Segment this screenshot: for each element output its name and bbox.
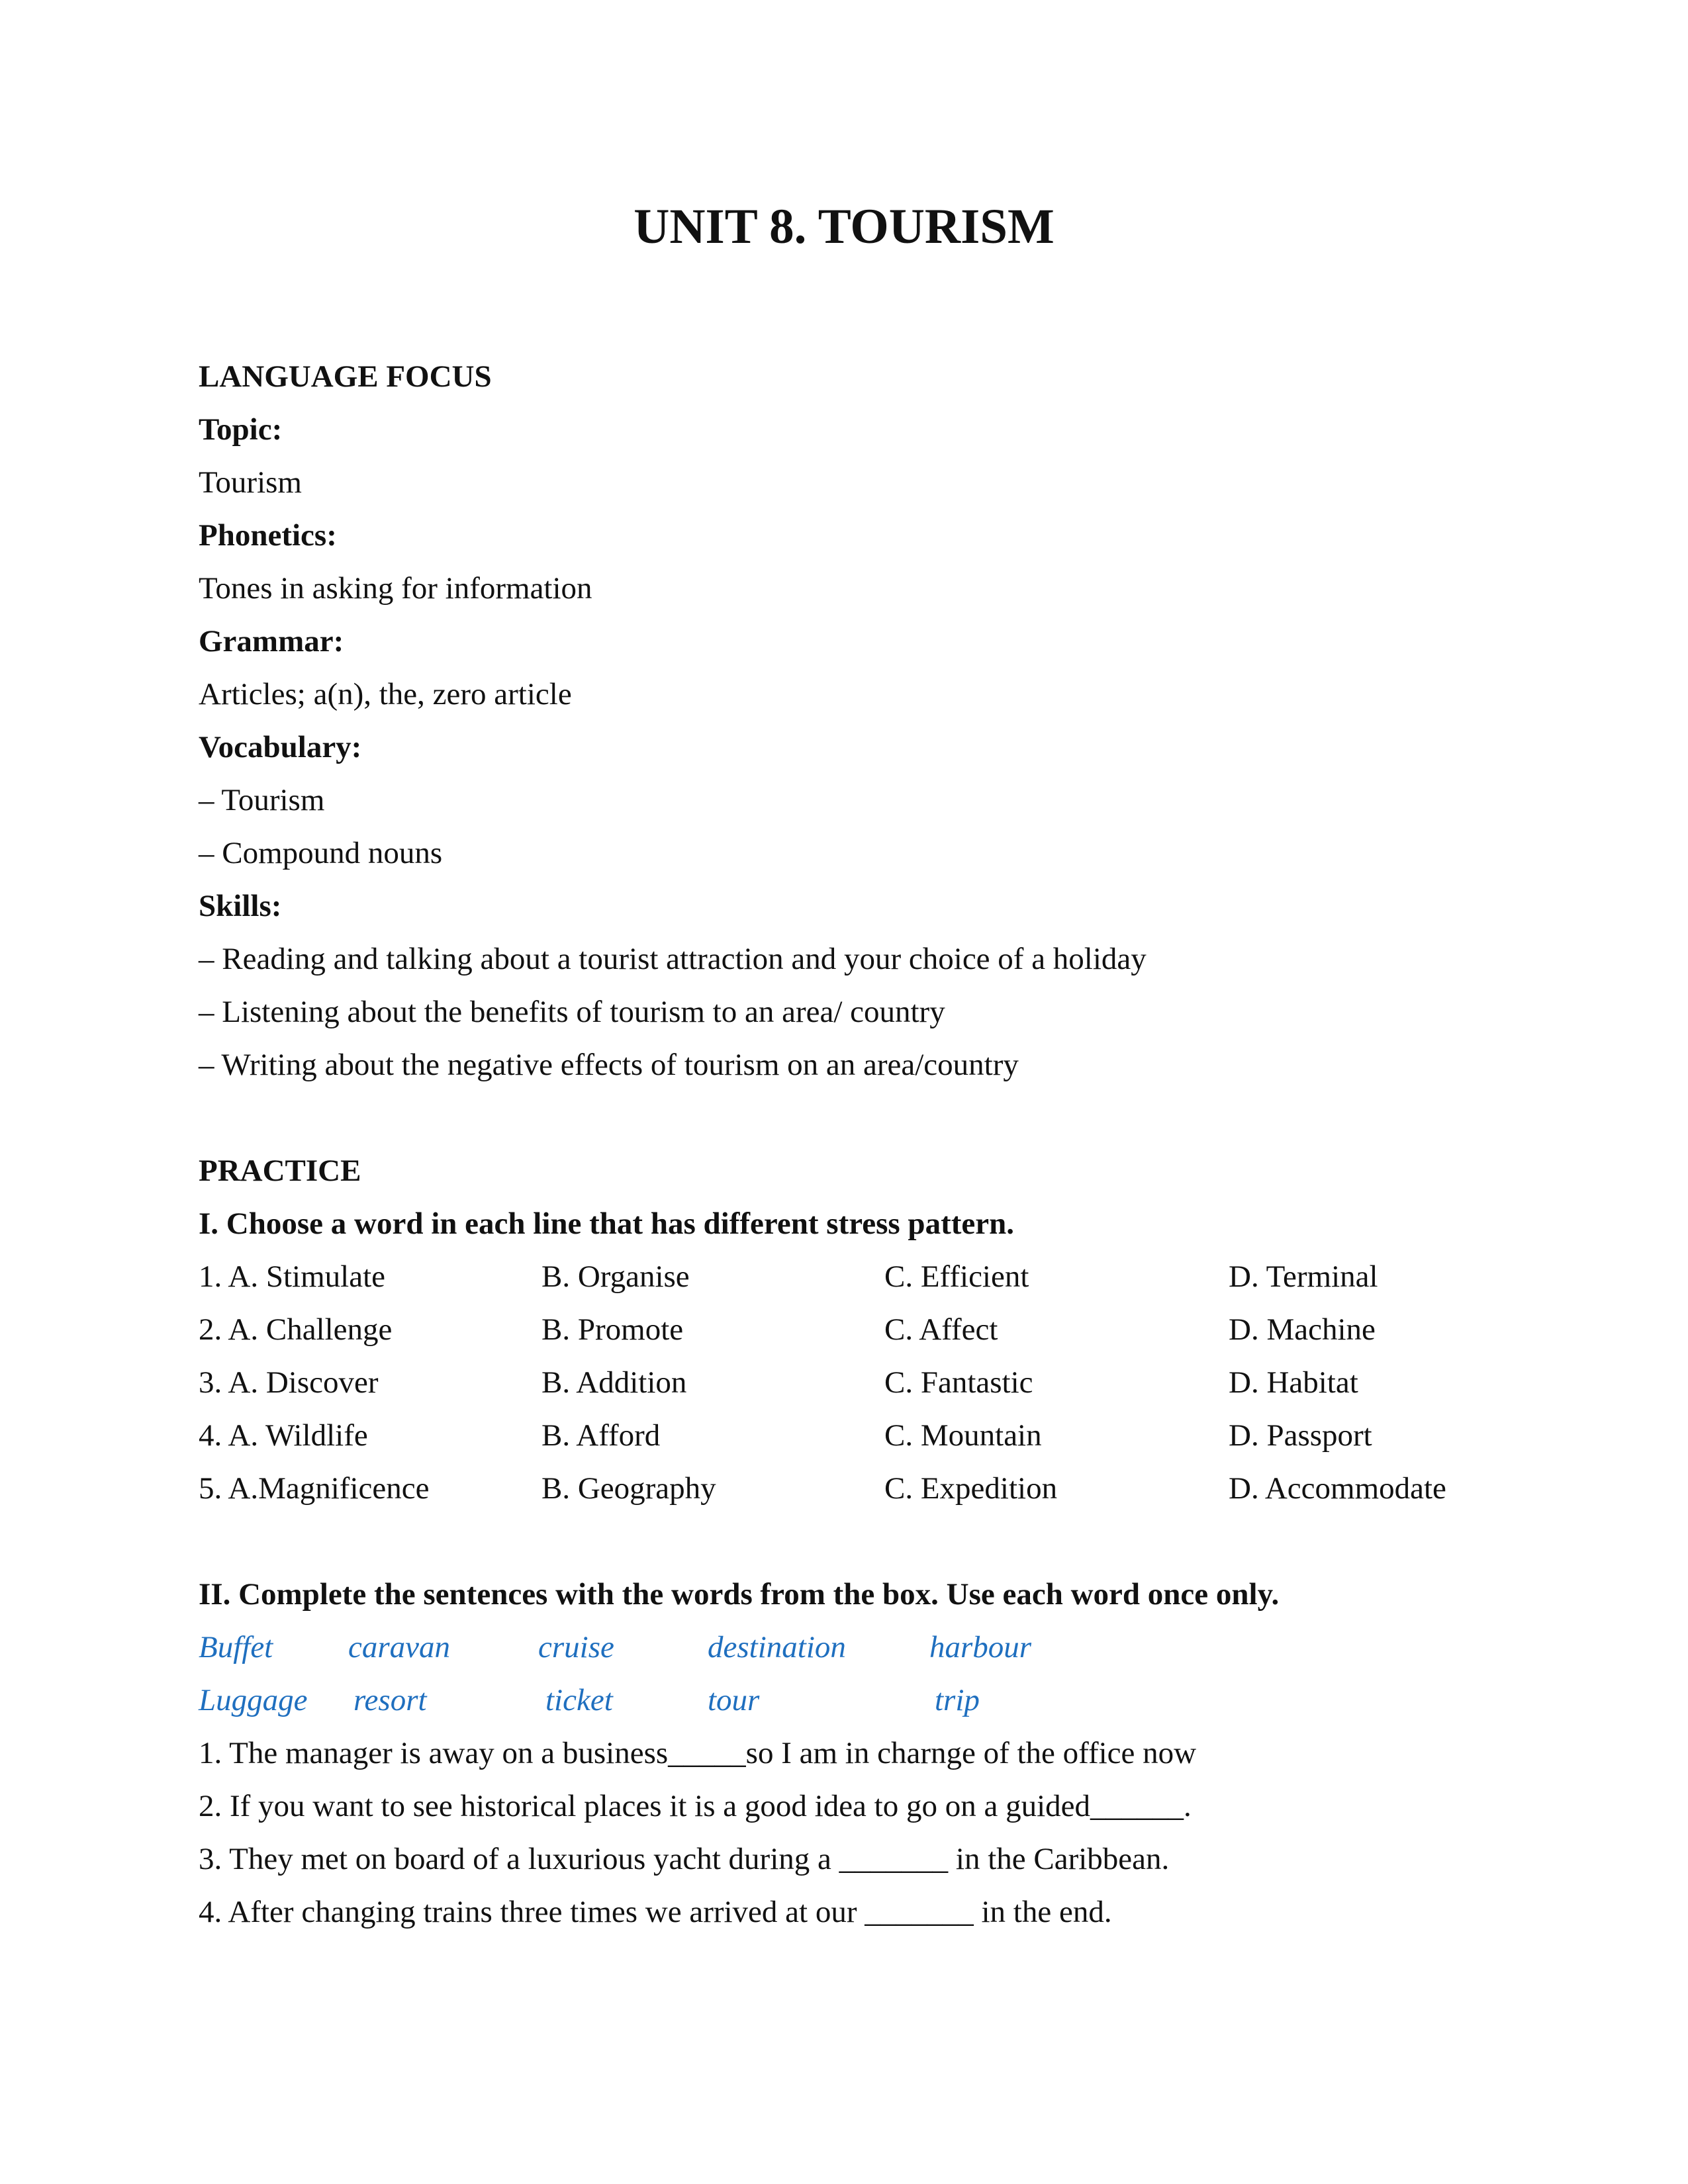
option-c: C. Efficient bbox=[884, 1259, 1029, 1294]
option-d: D. Accommodate bbox=[1229, 1471, 1446, 1506]
skills-item: – Writing about the negative effects of tourism on an area/country bbox=[199, 1048, 1019, 1082]
word-box-item: harbour bbox=[929, 1630, 1032, 1664]
option-b: B. Promote bbox=[541, 1312, 684, 1347]
phonetics-label: Phonetics: bbox=[199, 518, 337, 553]
sentence-4: 4. After changing trains three times we arrived at our _______ in the end. bbox=[199, 1895, 1112, 1929]
page-title: UNIT 8. TOURISM bbox=[633, 199, 1055, 254]
skills-item: – Listening about the benefits of tourism to an area/ country bbox=[199, 995, 945, 1029]
exercise1-row bbox=[0, 1469, 1688, 1508]
sentence-1: 1. The manager is away on a business_____so I am in charnge of the office now bbox=[199, 1736, 1197, 1770]
word-box-item: tour bbox=[708, 1683, 760, 1717]
skills-label: Skills: bbox=[199, 889, 282, 923]
option-a: 4. A. Wildlife bbox=[199, 1418, 368, 1453]
sentence-2: 2. If you want to see historical places it is a good idea to go on a guided______. bbox=[199, 1789, 1192, 1823]
exercise1-instruction: I. Choose a word in each line that has different stress pattern. bbox=[199, 1206, 1014, 1241]
skills-item: – Reading and talking about a tourist attraction and your choice of a holiday bbox=[199, 942, 1147, 976]
option-a: 3. A. Discover bbox=[199, 1365, 379, 1400]
word-box-item: trip bbox=[935, 1683, 980, 1717]
word-box-row bbox=[0, 1628, 1688, 1666]
word-box-item: cruise bbox=[538, 1630, 614, 1664]
option-a: 2. A. Challenge bbox=[199, 1312, 393, 1347]
topic-value: Tourism bbox=[199, 465, 302, 500]
practice-heading: PRACTICE bbox=[199, 1154, 361, 1188]
exercise1-row bbox=[0, 1310, 1688, 1349]
option-c: C. Fantastic bbox=[884, 1365, 1033, 1400]
grammar-value: Articles; a(n), the, zero article bbox=[199, 677, 572, 711]
option-d: D. Machine bbox=[1229, 1312, 1376, 1347]
phonetics-value: Tones in asking for information bbox=[199, 571, 592, 606]
option-b: B. Organise bbox=[541, 1259, 690, 1294]
option-c: C. Mountain bbox=[884, 1418, 1042, 1453]
option-d: D. Terminal bbox=[1229, 1259, 1378, 1294]
option-c: C. Expedition bbox=[884, 1471, 1058, 1506]
option-b: B. Afford bbox=[541, 1418, 661, 1453]
exercise1-row bbox=[0, 1363, 1688, 1402]
exercise2-instruction: II. Complete the sentences with the words from the box. Use each word once only. bbox=[199, 1577, 1280, 1612]
grammar-label: Grammar: bbox=[199, 624, 344, 659]
option-d: D. Passport bbox=[1229, 1418, 1372, 1453]
vocabulary-item: – Compound nouns bbox=[199, 836, 443, 870]
language-focus-heading: LANGUAGE FOCUS bbox=[199, 359, 492, 394]
exercise1-row bbox=[0, 1416, 1688, 1455]
exercise1-row bbox=[0, 1257, 1688, 1296]
word-box-item: Luggage bbox=[199, 1683, 308, 1717]
word-box-item: resort bbox=[353, 1683, 427, 1717]
vocabulary-item: – Tourism bbox=[199, 783, 325, 817]
option-a: 5. A.Magnificence bbox=[199, 1471, 430, 1506]
option-c: C. Affect bbox=[884, 1312, 998, 1347]
option-b: B. Geography bbox=[541, 1471, 716, 1506]
topic-label: Topic: bbox=[199, 412, 283, 447]
option-d: D. Habitat bbox=[1229, 1365, 1358, 1400]
word-box-item: destination bbox=[708, 1630, 846, 1664]
word-box-row bbox=[0, 1681, 1688, 1719]
option-b: B. Addition bbox=[541, 1365, 687, 1400]
vocabulary-label: Vocabulary: bbox=[199, 730, 362, 764]
option-a: 1. A. Stimulate bbox=[199, 1259, 385, 1294]
word-box-item: ticket bbox=[545, 1683, 613, 1717]
word-box-item: caravan bbox=[348, 1630, 451, 1664]
word-box-item: Buffet bbox=[199, 1630, 273, 1664]
sentence-3: 3. They met on board of a luxurious yacht during a _______ in the Caribbean. bbox=[199, 1842, 1170, 1876]
